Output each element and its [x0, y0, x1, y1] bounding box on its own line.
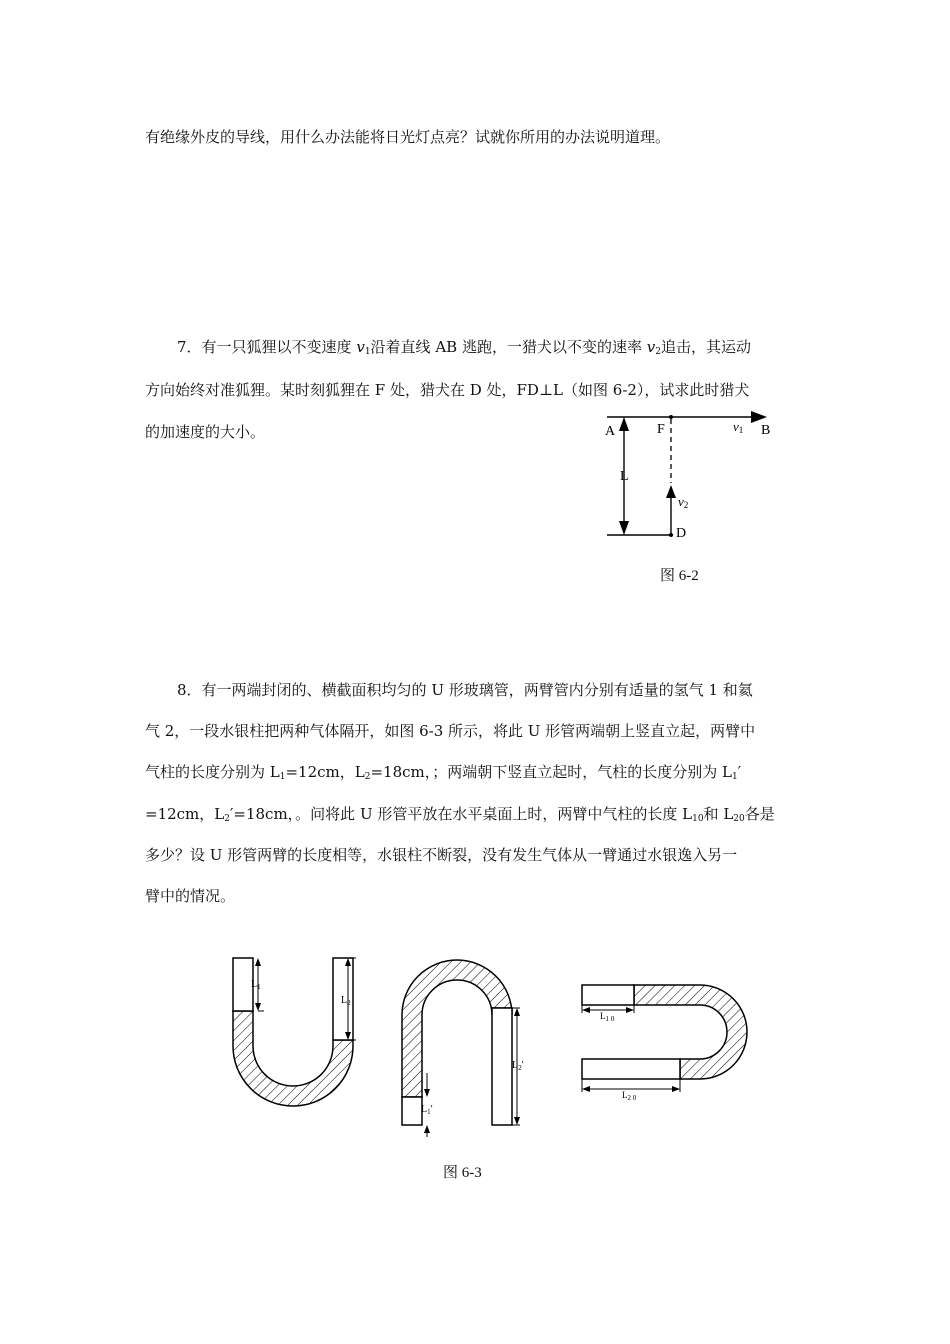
figure-6-3 [220, 945, 780, 1145]
figure-6-2 [595, 405, 785, 550]
label-l20: $L_{2 0}$ [622, 1090, 637, 1102]
figure-6-3-caption: 图 6-3 [443, 1165, 482, 1181]
label-l10: $L_{1 0}$ [600, 1011, 615, 1023]
problem7-line3: 的加速度的大小。 [145, 423, 266, 441]
arrow-b [751, 411, 767, 423]
gas1-column-horizontal [582, 985, 634, 1005]
problem8-line2: 气 2，一段水银柱把两种气体隔开，如图 6-3 所示，将此 U 形管两端朝上竖直立起，两臂中 [145, 722, 756, 740]
problem8-line1: 8．有一两端封闭的、横截面积均匀的 U 形玻璃管，两臂管内分别有适量的氢气 1 和氦 [177, 681, 753, 699]
label-l2: $L_2$ [341, 995, 351, 1007]
problem8-line3: 气柱的长度分别为 $L_1=12cm$，$L_2=18cm$，；两端朝下竖直立起时，气柱的长度分别为 $L_1'$ [145, 763, 742, 782]
label-l: L [620, 469, 629, 484]
label-f: F [657, 422, 665, 437]
label-a: A [605, 424, 616, 439]
label-l1-prime: $L_1'$ [421, 1104, 433, 1116]
gas1-column [233, 958, 253, 1011]
arrow-l-bottom [619, 521, 629, 535]
problem8-line4: =12cm，$L_2'=18cm$，。问将此 U 形管平放在水平桌面上时，两臂中气柱的长度 $L_{10}$和 $L_{20}$各是 [145, 805, 775, 824]
label-l1: $L_1$ [251, 979, 261, 991]
gas2-column-horizontal [582, 1059, 680, 1079]
u-tube-horizontal [582, 985, 747, 1102]
arrow-v2-head [666, 485, 676, 498]
intro-line: 有绝缘外皮的导线，用什么办法能将日光灯点亮？试就你所用的办法说明道理。 [145, 128, 671, 146]
label-b: B [761, 423, 771, 438]
u-tube-inverted [402, 960, 524, 1137]
point-d [669, 533, 673, 537]
problem7-line1: 7．有一只狐狸以不变速度 $v_1$沿着直线 AB 逃跑，一猎犬以不变的速率 $v_2$追击，其运动 [177, 338, 751, 357]
arrow-l-top [619, 417, 629, 431]
gas1-column-inverted [402, 1097, 422, 1125]
problem8-line5: 多少？设 U 形管两臂的长度相等，水银柱不断裂，没有发生气体从一臂通过水银逸入另一 [145, 846, 738, 864]
label-v1: v1 [733, 419, 744, 435]
figure-6-2-caption: 图 6-2 [660, 568, 699, 584]
label-l2-prime: $L_2'$ [512, 1060, 524, 1072]
problem8-line6: 臂中的情况。 [145, 887, 236, 905]
u-tube-upright [233, 958, 356, 1106]
problem7-line2: 方向始终对准狐狸。某时刻狐狸在 F 处，猎犬在 D 处，FD⊥L（如图 6-2），试求此时猎犬 [145, 381, 750, 399]
point-f [669, 415, 673, 419]
label-v2: v2 [678, 494, 689, 510]
gas2-column-inverted [492, 1008, 512, 1125]
label-d: D [676, 526, 687, 541]
